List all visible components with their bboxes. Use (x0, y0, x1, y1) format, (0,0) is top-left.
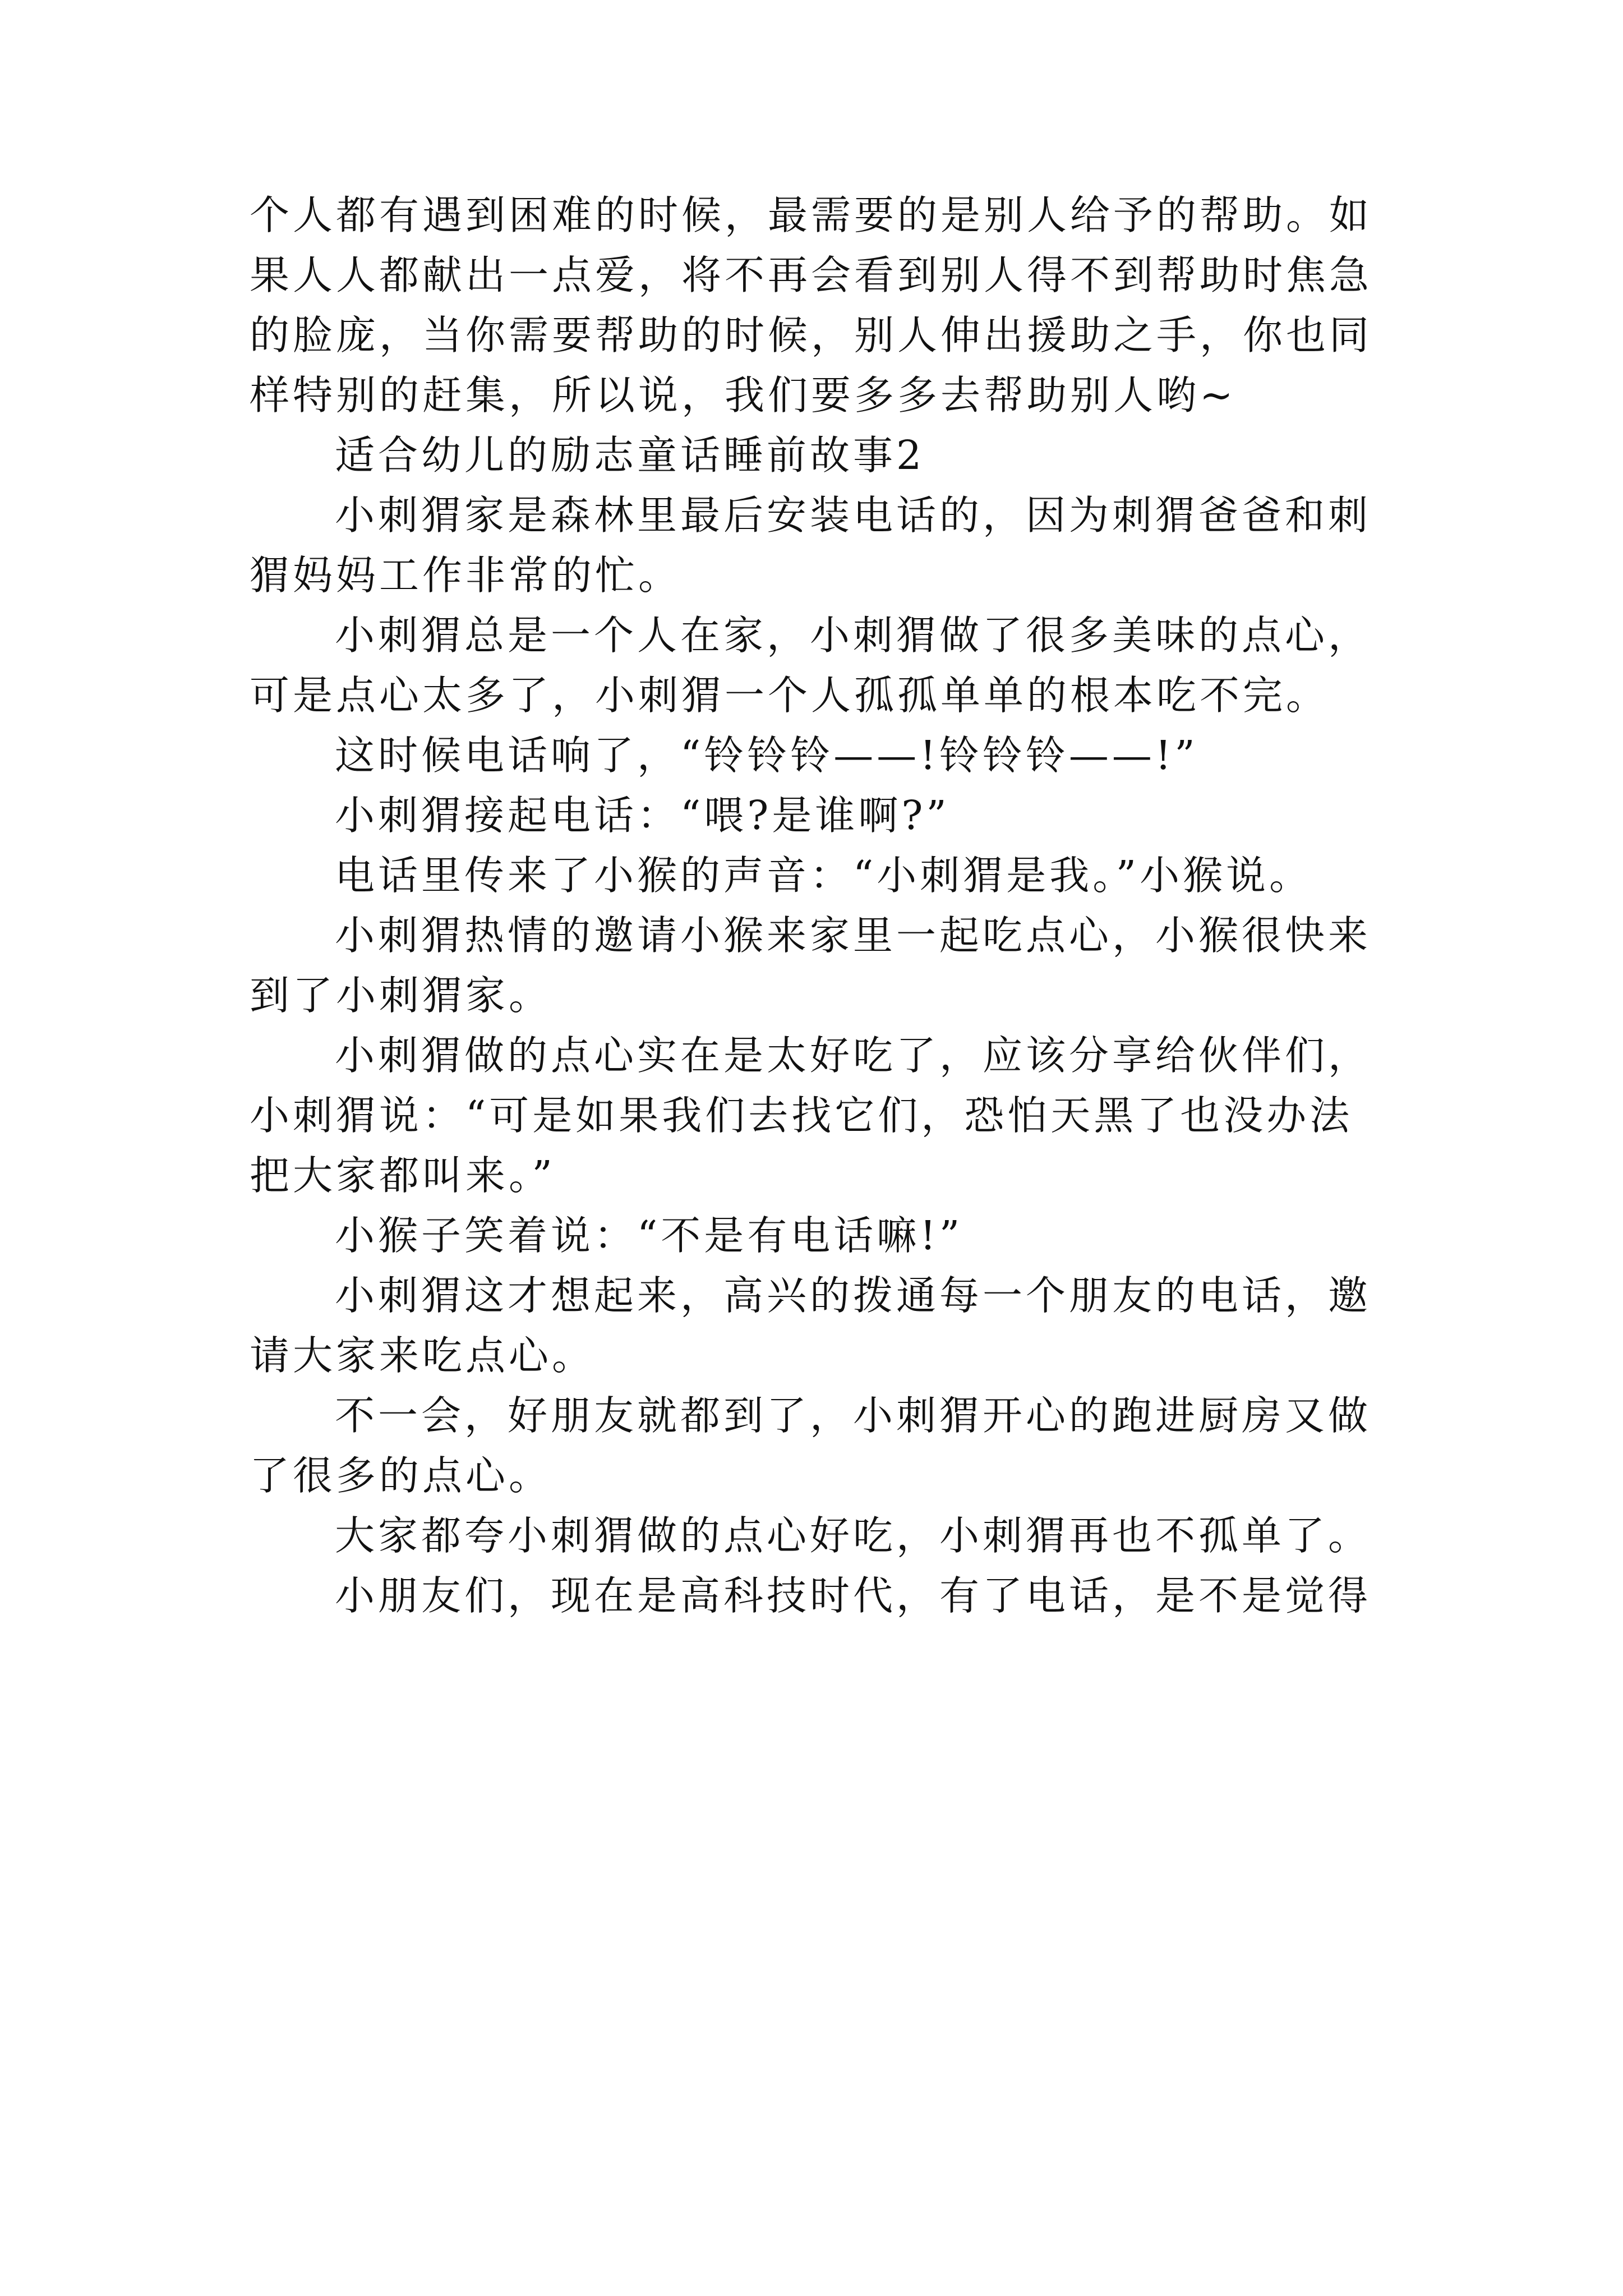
paragraph-continuation: 个人都有遇到困难的时候，最需要的是别人给予的帮助。如果人人都献出一点爱，将不再会看到别人得不到帮助时焦急的脸庞，当你需要帮助的时候，别人伸出援助之手，你也同样特别的赶集，所以说，我们要多多去帮助别人哟~ (250, 192, 1373, 418)
paragraph: 大家都夸小刺猬做的点心好吃，小刺猬再也不孤单了。 (335, 1512, 1372, 1559)
paragraph: 小刺猬总是一个人在家，小刺猬做了很多美味的点心，可是点心太多了，小刺猬一个人孤孤单单的根本吃不完。 (250, 612, 1372, 719)
paragraph: 小刺猬热情的邀请小猴来家里一起吃点心，小猴很快来到了小刺猬家。 (250, 912, 1372, 1019)
paragraph: 电话里传来了小猴的声音：“小刺猬是我。”小猴说。 (335, 852, 1313, 899)
paragraph: 不一会，好朋友就都到了，小刺猬开心的跑进厨房又做了很多的点心。 (250, 1392, 1372, 1499)
paragraph: 小刺猬做的点心实在是太好吃了，应该分享给伙伴们，小刺猬说：“可是如果我们去找它们，恐怕天黑了也没办法把大家都叫来。” (250, 1032, 1372, 1199)
paragraph: 这时候电话响了，“铃铃铃——!铃铃铃——!” (335, 732, 1198, 779)
paragraph: 小朋友们，现在是高科技时代，有了电话，是不是觉得 (335, 1572, 1372, 1619)
section-heading: 适合幼儿的励志童话睡前故事2 (335, 432, 925, 478)
paragraph: 小刺猬家是森林里最后安装电话的，因为刺猬爸爸和刺猬妈妈工作非常的忙。 (250, 492, 1372, 599)
paragraph: 小刺猬这才想起来，高兴的拨通每一个朋友的电话，邀请大家来吃点心。 (250, 1272, 1372, 1379)
paragraph: 小猴子笑着说：“不是有电话嘛!” (335, 1212, 963, 1259)
paragraph: 小刺猬接起电话：“喂?是谁啊?” (335, 792, 950, 839)
document-body (250, 185, 1388, 1626)
